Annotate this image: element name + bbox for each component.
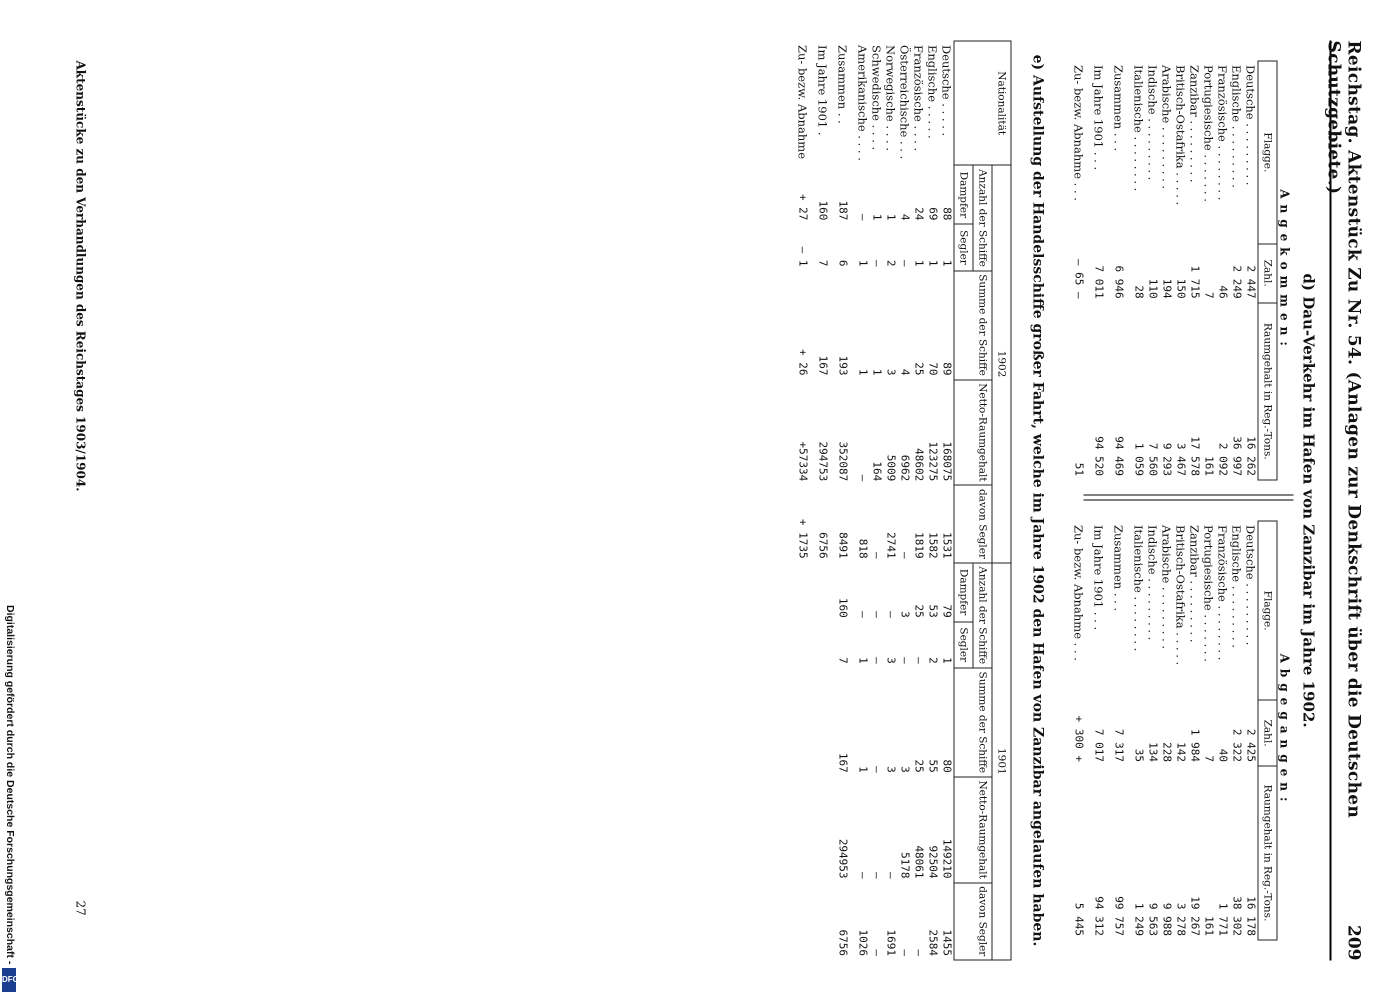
- d02-cell: 160: [816, 200, 829, 220]
- nationalitaet-cell: Schwedische . . . .: [869, 44, 883, 150]
- col-dampfer-1902: Dampfer: [954, 165, 973, 224]
- table-row: [1071, 61, 1091, 480]
- net02-cell: 294753: [816, 441, 829, 481]
- d01-cell: —: [856, 610, 869, 618]
- total-label: Im Jahre 1901 . . .: [1091, 64, 1105, 170]
- flag-cell: Englische . . . . . . . . .: [1229, 524, 1243, 648]
- nationalitaet-cell: Französische . . . .: [911, 44, 925, 151]
- d02-cell: 187: [836, 200, 849, 220]
- raum-cell: 2 092: [1216, 442, 1229, 476]
- flag-cell: Italienische . . . . . . . .: [1131, 64, 1145, 191]
- dav02-cell: 818: [856, 538, 869, 559]
- raum-cell: 1 249: [1132, 902, 1145, 936]
- total-label: Zusammen . .: [835, 44, 849, 124]
- year-1901: 1901: [992, 562, 1011, 959]
- total-label: Im Jahre 1901 . . .: [1091, 524, 1105, 630]
- table-row: [1187, 521, 1201, 940]
- dfg-credit-text: Digitalisierung gefördert durch die Deutsche Forschungsgemeinschaft -: [4, 605, 16, 965]
- raum-cell: 1 771: [1216, 902, 1229, 936]
- s01-cell: 1: [856, 656, 869, 664]
- col-raum: Raumgehalt in Reg.-Tons.: [1258, 302, 1277, 479]
- col-flag: Flagge.: [1258, 521, 1277, 700]
- table-row: [1111, 61, 1131, 480]
- zahl-cell: 228: [1160, 741, 1173, 762]
- net01-cell: —: [870, 871, 883, 879]
- s02-cell: —: [870, 259, 883, 267]
- s01-cell: 2: [926, 656, 939, 664]
- dav02-cell: 8491: [836, 531, 849, 559]
- s01-cell: —: [898, 656, 911, 664]
- raum-cell: 9 988: [1160, 902, 1173, 936]
- dav02-cell: —: [898, 551, 911, 559]
- raum-cell: 3 467: [1174, 442, 1187, 476]
- dav02-cell: 1819: [912, 531, 925, 559]
- d01-cell: —: [884, 610, 897, 618]
- col-anzahl-1901: Anzahl der Schiffe: [973, 562, 992, 667]
- zahl-cell: 2 447: [1244, 265, 1257, 299]
- s01-cell: [795, 621, 815, 667]
- col-summe-1901: Summe der Schiffe: [954, 667, 992, 776]
- nationalitaet-cell: Deutsche . . . . .: [939, 44, 953, 136]
- d01-cell: 160: [836, 597, 849, 618]
- table-row: [1159, 521, 1173, 940]
- abgegangen-table: [1071, 520, 1291, 940]
- dav01-cell: —: [898, 948, 911, 956]
- raum-cell: 99 757: [1112, 895, 1125, 936]
- table-row: [1215, 521, 1229, 940]
- zahl-cell: — 65 —: [1072, 258, 1085, 299]
- sum01-cell: [815, 667, 835, 776]
- s02-cell: 6: [836, 259, 849, 267]
- zahl-cell: 7: [1202, 754, 1215, 762]
- col-zahl: Zahl.: [1258, 700, 1277, 766]
- d02-cell: 1: [884, 213, 897, 220]
- net02-cell: 6962: [898, 454, 911, 481]
- d02-cell: 24: [912, 206, 925, 220]
- net01-cell: 294953: [836, 838, 849, 879]
- zahl-cell: 1 715: [1188, 265, 1201, 299]
- table-row: [1091, 521, 1111, 940]
- nationalitaet-cell: Österreichische . . .: [897, 44, 911, 159]
- dav01-cell: 1455: [940, 929, 953, 956]
- raum-cell: 19 267: [1188, 895, 1201, 936]
- col-summe-1902: Summe der Schiffe: [954, 270, 992, 379]
- raum-cell: 51: [1072, 462, 1085, 476]
- zahl-cell: 2 425: [1244, 728, 1257, 762]
- col-zahl: Zahl.: [1258, 243, 1277, 302]
- footer-page: 27: [73, 900, 87, 916]
- total-label: Zu- bezw. Abnahme: [795, 44, 809, 159]
- col-netto-1901: Netto-Raumgehalt: [954, 776, 992, 882]
- table-row: [897, 41, 911, 960]
- raum-cell: 5 445: [1072, 902, 1085, 936]
- dav01-cell: 1691: [884, 929, 897, 956]
- sum01-cell: [795, 667, 815, 776]
- sum02-cell: 193: [836, 355, 849, 376]
- table-row: [1131, 61, 1145, 480]
- section-e-title: e) Aufstellung der Handelsschiffe großer Fahrt, welche im Jahre 1902 den Hafen von Zanzibar angelaufen haben.: [1029, 54, 1045, 946]
- flag-cell: Britisch-Ostafrika . . . . .: [1173, 524, 1187, 665]
- table-row: [835, 41, 855, 960]
- raum-cell: 161: [1202, 455, 1215, 476]
- raum-cell: 9 563: [1146, 902, 1159, 936]
- col-segler-1901: Segler: [954, 621, 973, 667]
- raum-cell: 9 293: [1160, 442, 1173, 476]
- s02-cell: 7: [816, 259, 829, 267]
- col-anzahl-1902: Anzahl der Schiffe: [973, 165, 992, 270]
- dav02-cell: 1582: [926, 531, 939, 559]
- raum-cell: 36 997: [1230, 435, 1243, 476]
- s01-cell: 3: [884, 656, 897, 664]
- s01-cell: 7: [836, 656, 849, 664]
- table-row: [1071, 521, 1091, 940]
- raum-cell: 1 059: [1132, 442, 1145, 476]
- zahl-cell: 2 249: [1230, 265, 1243, 299]
- s01-cell: [815, 621, 835, 667]
- d02-cell: + 27: [796, 193, 809, 220]
- flag-cell: Indische . . . . . . . . .: [1145, 64, 1159, 180]
- flag-cell: Indische . . . . . . . . .: [1145, 524, 1159, 640]
- sum01-cell: 3: [898, 765, 911, 773]
- sum02-cell: 167: [816, 355, 829, 376]
- net02-cell: 5009: [884, 454, 897, 481]
- flag-cell: Arabische . . . . . . . . .: [1159, 524, 1173, 649]
- zahl-cell: 142: [1174, 741, 1187, 762]
- net01-cell: [815, 776, 835, 882]
- table-row: [911, 41, 925, 960]
- net02-cell: 168075: [940, 441, 953, 481]
- col-flag: Flagge.: [1258, 61, 1277, 244]
- flag-cell: Portugiesische . . . . . . .: [1201, 64, 1215, 202]
- d02-cell: 69: [926, 206, 939, 220]
- net01-cell: 92504: [926, 844, 939, 879]
- nationalitaet-cell: Englische . . . . .: [925, 44, 939, 139]
- sum02-cell: 1: [870, 368, 883, 376]
- table-row: [1229, 521, 1243, 940]
- net01-cell: [795, 776, 815, 882]
- ankommen-table: [1071, 60, 1291, 480]
- table-row: [1173, 61, 1187, 480]
- d02-cell: 88: [940, 206, 953, 220]
- total-label: Im Jahre 1901 .: [815, 44, 829, 136]
- flag-cell: Deutsche . . . . . . . . .: [1243, 524, 1257, 645]
- table-row: [1159, 61, 1173, 480]
- zahl-cell: 46: [1216, 284, 1229, 299]
- sum01-cell: 3: [884, 765, 897, 773]
- d01-cell: 79: [940, 603, 953, 618]
- net01-cell: 5178: [898, 851, 911, 879]
- net01-cell: 48061: [912, 844, 925, 879]
- col-davon-1901: davon Segler: [954, 882, 992, 959]
- col-raum: Raumgehalt in Reg.-Tons.: [1258, 766, 1277, 940]
- raum-cell: 7 560: [1146, 442, 1159, 476]
- d02-cell: —: [856, 213, 869, 220]
- zahl-cell: 7 011: [1092, 265, 1105, 299]
- flag-cell: Französische . . . . . . . .: [1215, 64, 1229, 200]
- s02-cell: — 1: [796, 246, 809, 267]
- section-d-title: d) Dau-Verkehr im Hafen von Zanzibar im Jahre 1902.: [1299, 272, 1317, 728]
- zahl-cell: 2 322: [1230, 728, 1243, 762]
- s02-cell: 2: [884, 259, 897, 267]
- col-davon-1902: davon Segler: [954, 485, 992, 562]
- net01-cell: 149210: [940, 838, 953, 879]
- flag-cell: Englische . . . . . . . . .: [1229, 64, 1243, 188]
- net02-cell: 123275: [926, 441, 939, 481]
- sum01-cell: 80: [940, 759, 953, 773]
- dav01-cell: [795, 882, 815, 959]
- footer-text: Aktenstücke zu den Verhandlungen des Reichstages 1903/1904.: [73, 60, 87, 491]
- flag-cell: Arabische . . . . . . . . .: [1159, 64, 1173, 189]
- header-title: Reichstag. Aktenstück Zu Nr. 54. (Anlagen zur Denkschrift über die Deutschen Schutzgebiete.): [1323, 40, 1363, 818]
- zahl-cell: 110: [1146, 278, 1159, 299]
- raum-cell: 16 262: [1244, 435, 1257, 476]
- dfg-credit: [2, 605, 16, 995]
- table-row: [869, 41, 883, 960]
- table-row: [883, 41, 897, 960]
- d02-cell: 1: [870, 213, 883, 220]
- zahl-cell: 35: [1132, 748, 1145, 762]
- d01-cell: [815, 562, 835, 621]
- d02-cell: 4: [898, 213, 911, 220]
- zahl-cell: 7: [1202, 291, 1215, 299]
- zahl-cell: 134: [1146, 741, 1159, 762]
- dav01-cell: —: [870, 948, 883, 956]
- sum01-cell: 25: [912, 759, 925, 773]
- flag-cell: Britisch-Ostafrika . . . . .: [1173, 64, 1187, 205]
- col-nationalitaet: Nationalität: [954, 41, 1011, 165]
- dfg-logo: DFG: [2, 968, 16, 992]
- dav01-cell: 2584: [926, 929, 939, 956]
- total-label: Zu- bezw. Abnahme . . .: [1071, 64, 1085, 201]
- table-divider: [1083, 494, 1293, 500]
- zahl-cell: 28: [1132, 284, 1145, 299]
- sum02-cell: 4: [898, 368, 911, 376]
- sum01-cell: 167: [836, 752, 849, 773]
- raum-cell: 94 520: [1092, 435, 1105, 476]
- s01-cell: 1: [940, 656, 953, 664]
- net02-cell: +57334: [796, 441, 809, 481]
- year-1902: 1902: [992, 165, 1011, 562]
- total-label: Zusammen . . .: [1111, 524, 1125, 611]
- table-row: [1229, 61, 1243, 480]
- raum-cell: 17 578: [1188, 435, 1201, 476]
- net02-cell: 352087: [836, 441, 849, 481]
- table-row: [1243, 61, 1258, 480]
- zahl-cell: + 300 +: [1072, 715, 1085, 762]
- d01-cell: 53: [926, 603, 939, 618]
- abgegangen-heading: Abgegangen:: [1277, 653, 1291, 807]
- dav01-cell: 6756: [836, 929, 849, 956]
- ankommen-heading: Angekommen:: [1277, 188, 1291, 352]
- zahl-cell: 6 946: [1112, 265, 1125, 299]
- d01-cell: [795, 562, 815, 621]
- sum02-cell: + 26: [796, 348, 809, 376]
- raum-cell: 16 178: [1244, 895, 1257, 936]
- flag-cell: Zanzibar . . . . . . . . .: [1187, 524, 1201, 643]
- table-row: [855, 41, 869, 960]
- col-netto-1902: Netto-Raumgehalt: [954, 379, 992, 485]
- table-row: [1091, 61, 1111, 480]
- table-row: [939, 41, 954, 960]
- net02-cell: 48602: [912, 447, 925, 481]
- page-header: [1323, 40, 1371, 960]
- zahl-cell: 7 017: [1092, 728, 1105, 762]
- flag-cell: Französische . . . . . . . .: [1215, 524, 1229, 660]
- table-row: [1111, 521, 1131, 940]
- table-row: [1173, 521, 1187, 940]
- table-row: [1131, 521, 1145, 940]
- dav01-cell: [815, 882, 835, 959]
- table-row: [795, 41, 815, 960]
- sum02-cell: 70: [926, 361, 939, 376]
- net02-cell: —: [856, 474, 869, 481]
- s02-cell: 1: [940, 259, 953, 267]
- dav01-cell: 1026: [856, 929, 869, 956]
- net01-cell: —: [856, 871, 869, 879]
- total-label: Zu- bezw. Abnahme . . .: [1071, 524, 1085, 661]
- s01-cell: —: [912, 656, 925, 664]
- flag-cell: Italienische . . . . . . . .: [1131, 524, 1145, 651]
- s02-cell: 1: [856, 259, 869, 267]
- sum01-cell: —: [870, 765, 883, 773]
- d01-cell: 25: [912, 603, 925, 618]
- table-row: [1215, 61, 1229, 480]
- s02-cell: 1: [912, 259, 925, 267]
- nationalitaet-cell: Norwegische . . . .: [883, 44, 897, 151]
- raum-cell: 94 312: [1092, 895, 1105, 936]
- d01-cell: —: [870, 610, 883, 618]
- flag-cell: Portugiesische . . . . . . .: [1201, 524, 1215, 662]
- raum-cell: 3 278: [1174, 902, 1187, 936]
- table-row: [1243, 521, 1258, 940]
- dav02-cell: 6756: [816, 531, 829, 559]
- dav02-cell: 1531: [940, 531, 953, 559]
- raum-cell: 161: [1202, 915, 1215, 936]
- sum02-cell: 3: [884, 368, 897, 376]
- page-number: 209: [1343, 924, 1363, 960]
- sum01-cell: 1: [856, 765, 869, 773]
- s02-cell: 1: [926, 259, 939, 267]
- zahl-cell: 7 317: [1112, 728, 1125, 762]
- table-row: [1201, 61, 1215, 480]
- zahl-cell: 150: [1174, 278, 1187, 299]
- zahl-cell: 40: [1216, 748, 1229, 762]
- col-dampfer-1901: Dampfer: [954, 562, 973, 621]
- s01-cell: —: [870, 656, 883, 664]
- sum02-cell: 89: [940, 361, 953, 376]
- zahl-cell: 1 984: [1188, 728, 1201, 762]
- table-row: [925, 41, 939, 960]
- dav02-cell: + 1735: [796, 518, 809, 559]
- col-segler-1902: Segler: [954, 224, 973, 270]
- flag-cell: Zanzibar . . . . . . . . .: [1187, 64, 1201, 183]
- raum-cell: 94 469: [1112, 435, 1125, 476]
- sum02-cell: 25: [912, 361, 925, 376]
- dav02-cell: 2741: [884, 531, 897, 559]
- table-row: [1187, 61, 1201, 480]
- zahl-cell: 194: [1160, 278, 1173, 299]
- nationalitaet-cell: Amerikanische . . . .: [855, 44, 869, 161]
- net01-cell: —: [884, 871, 897, 879]
- raum-cell: 38 302: [1230, 895, 1243, 936]
- d01-cell: 3: [898, 610, 911, 618]
- handelsschiffe-table: [795, 40, 1011, 960]
- s02-cell: —: [898, 259, 911, 267]
- table-row: [1145, 61, 1159, 480]
- sum02-cell: 1: [856, 368, 869, 376]
- sum01-cell: 55: [926, 759, 939, 773]
- net02-cell: 164: [870, 460, 883, 481]
- table-row: [815, 41, 835, 960]
- flag-cell: Deutsche . . . . . . . . .: [1243, 64, 1257, 185]
- dav01-cell: —: [912, 948, 925, 956]
- dav02-cell: —: [870, 551, 883, 559]
- table-row: [1201, 521, 1215, 940]
- table-row: [1145, 521, 1159, 940]
- total-label: Zusammen . . .: [1111, 64, 1125, 151]
